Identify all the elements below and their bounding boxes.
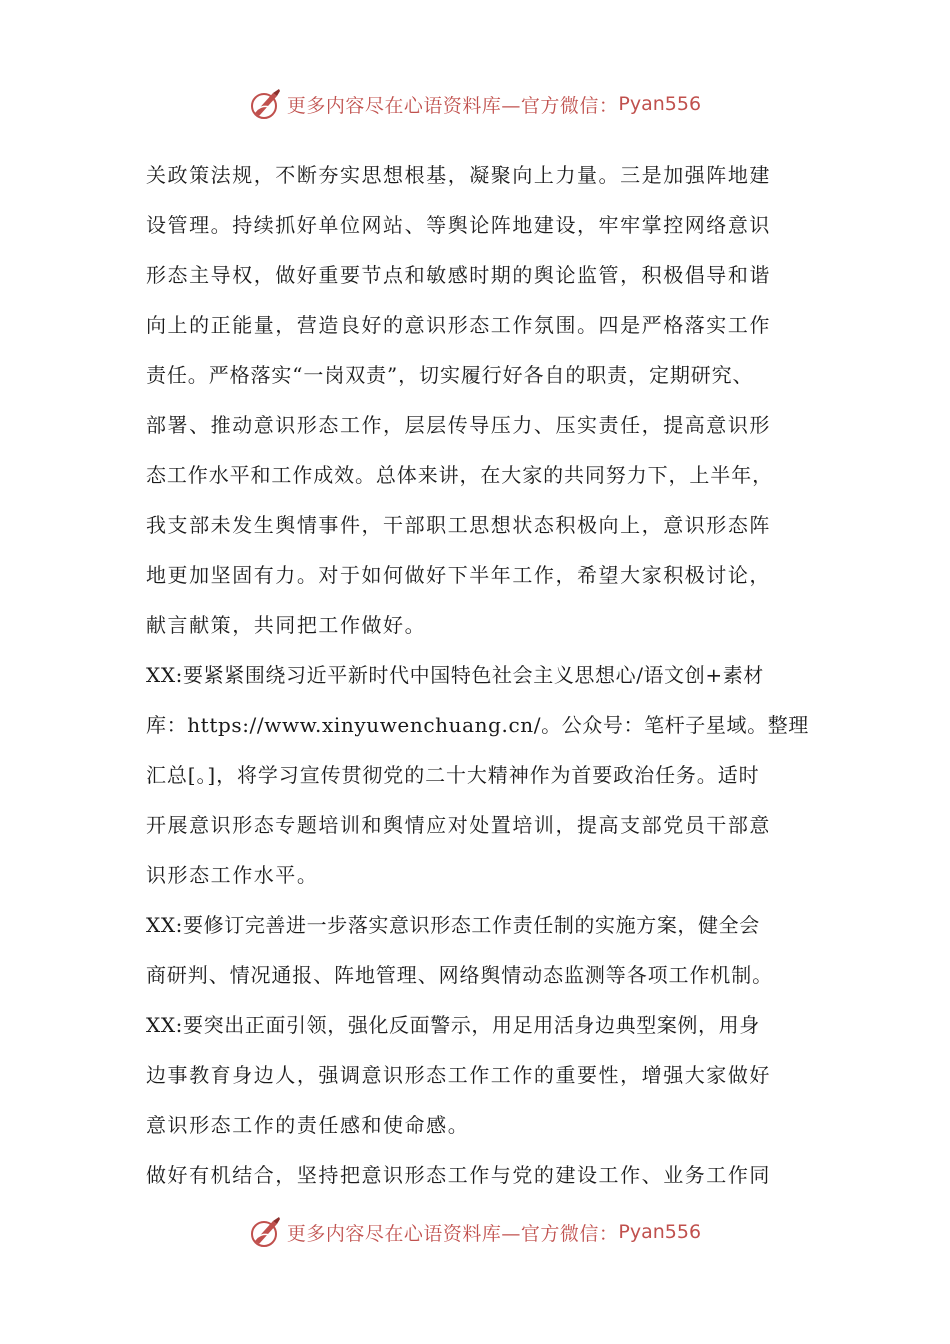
header-banner-contact: Pyan556 <box>618 93 702 115</box>
header-banner <box>0 84 950 124</box>
body-line: 意识形态工作的责任感和使命感。 <box>146 1113 470 1137</box>
body-line: 边事教育身边人，强调意识形态工作工作的重要性，增强大家做好 <box>146 1063 771 1087</box>
body-line: 形态主导权，做好重要节点和敏感时期的舆论监管，积极倡导和谐 <box>146 263 771 287</box>
body-line: 献言献策，共同把工作做好。 <box>146 613 427 637</box>
body-line: 识形态工作水平。 <box>146 863 319 887</box>
body-line: 责任。严格落实“一岗双责”，切实履行好各自的职责，定期研究、 <box>146 363 754 387</box>
pen-logo-icon <box>249 87 283 121</box>
header-banner-text: 更多内容尽在心语资料库—官方微信： <box>286 94 619 117</box>
body-line: 部署、推动意识形态工作，层层传导压力、压实责任，提高意识形 <box>146 413 771 437</box>
body-line: 开展意识形态专题培训和舆情应对处置培训，提高支部党员干部意 <box>146 813 771 837</box>
body-line: XX:要突出正面引领，强化反面警示，用足用活身边典型案例，用身 <box>146 1013 760 1037</box>
footer-banner-contact: Pyan556 <box>618 1221 702 1243</box>
footer-banner-text: 更多内容尽在心语资料库—官方微信： <box>286 1222 619 1245</box>
body-line: XX:要紧紧围绕习近平新时代中国特色社会主义思想心/语文创+素材 <box>146 663 764 687</box>
body-line: 设管理。持续抓好单位网站、等舆论阵地建设，牢牢掌控网络意识 <box>146 213 771 237</box>
document-body <box>146 150 822 1200</box>
body-line: 态工作水平和工作成效。总体来讲，在大家的共同努力下，上半年， <box>146 463 773 487</box>
body-line: 商研判、情况通报、阵地管理、网络舆情动态监测等各项工作机制。 <box>146 963 773 987</box>
body-line: XX:要修订完善进一步落实意识形态工作责任制的实施方案，健全会 <box>146 913 760 937</box>
body-line: 关政策法规，不断夯实思想根基，凝聚向上力量。三是加强阵地建 <box>146 163 771 187</box>
body-line: 向上的正能量，营造良好的意识形态工作氛围。四是严格落实工作 <box>146 313 771 337</box>
body-line: 汇总[。]，将学习宣传贯彻党的二十大精神作为首要政治任务。适时 <box>146 763 760 787</box>
body-line: 我支部未发生舆情事件，干部职工思想状态积极向上，意识形态阵 <box>146 513 771 537</box>
footer-banner <box>0 1212 950 1252</box>
body-line: 库：https://www.xinyuwenchuang.cn/。公众号：笔杆子星域。整理 <box>146 713 809 737</box>
body-line: 地更加坚固有力。对于如何做好下半年工作，希望大家积极讨论， <box>146 563 771 587</box>
pen-logo-icon <box>249 1215 283 1249</box>
body-line: 做好有机结合，坚持把意识形态工作与党的建设工作、业务工作同 <box>146 1163 771 1187</box>
